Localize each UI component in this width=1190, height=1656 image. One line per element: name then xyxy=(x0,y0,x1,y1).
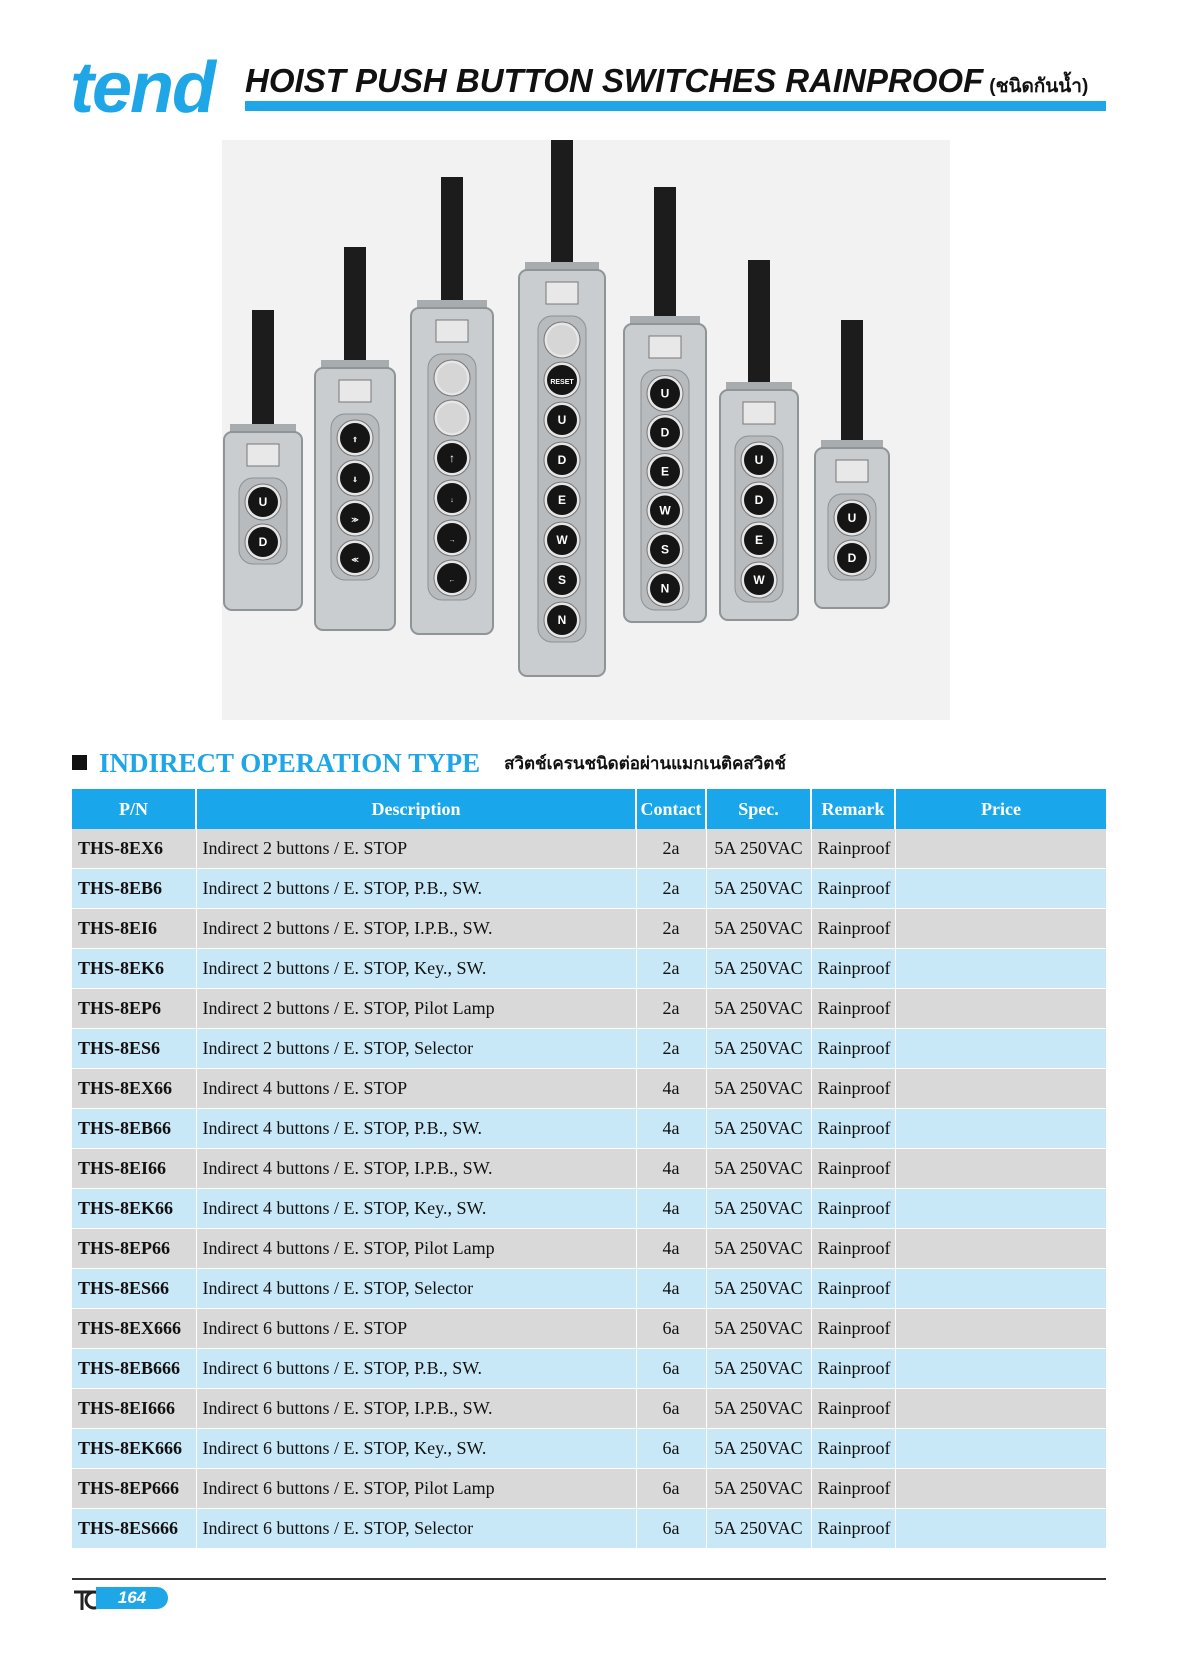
cell-remark: Rainproof xyxy=(811,1389,895,1429)
button-label: N xyxy=(557,613,567,627)
cell-spec: 5A 250VAC xyxy=(706,829,811,869)
button-label: RESET xyxy=(550,379,574,386)
cell-contact: 4a xyxy=(636,1109,706,1149)
col-header-spec: Spec. xyxy=(706,789,811,829)
pendant-cable xyxy=(252,310,274,442)
cell-spec: 5A 250VAC xyxy=(706,1269,811,1309)
cell-pn: THS-8ES6 xyxy=(72,1029,196,1069)
col-header-pn: P/N xyxy=(72,789,196,829)
cell-contact: 6a xyxy=(636,1429,706,1469)
cell-price xyxy=(895,1229,1106,1269)
cell-contact: 4a xyxy=(636,1229,706,1269)
pendant-cable xyxy=(841,320,863,458)
cell-description: Indirect 4 buttons / E. STOP, P.B., SW. xyxy=(196,1109,636,1149)
button-label: ↓ xyxy=(450,497,454,504)
cell-spec: 5A 250VAC xyxy=(706,1509,811,1549)
button-label: S xyxy=(557,573,567,587)
table-row xyxy=(72,989,1106,1029)
cell-description: Indirect 6 buttons / E. STOP, I.P.B., SW. xyxy=(196,1389,636,1429)
table-header-row xyxy=(72,789,1106,829)
cell-contact: 4a xyxy=(636,1149,706,1189)
pilot-lamp-icon xyxy=(437,403,467,433)
cell-remark: Rainproof xyxy=(811,829,895,869)
cell-spec: 5A 250VAC xyxy=(706,1069,811,1109)
title-underline xyxy=(245,101,1106,111)
section-subtitle: สวิตช์เครนชนิดต่อผ่านแมกเนติคสวิตช์ xyxy=(504,754,786,774)
cell-description: Indirect 2 buttons / E. STOP, P.B., SW. xyxy=(196,869,636,909)
table-row xyxy=(72,829,1106,869)
cell-pn: THS-8EP6 xyxy=(72,989,196,1029)
button-label: D xyxy=(847,551,857,565)
product-photo xyxy=(222,140,950,720)
cell-remark: Rainproof xyxy=(811,869,895,909)
cell-description: Indirect 2 buttons / E. STOP, I.P.B., SW. xyxy=(196,909,636,949)
button-label: ⇓ xyxy=(352,477,358,484)
col-header-contact: Contact xyxy=(636,789,706,829)
cell-remark: Rainproof xyxy=(811,1349,895,1389)
pilot-lamp-icon xyxy=(547,325,577,355)
cell-spec: 5A 250VAC xyxy=(706,1109,811,1149)
col-header-remark: Remark xyxy=(811,789,895,829)
cell-price xyxy=(895,1389,1106,1429)
cell-description: Indirect 2 buttons / E. STOP, Selector xyxy=(196,1029,636,1069)
button-label: ↑ xyxy=(449,451,455,465)
cell-price xyxy=(895,1029,1106,1069)
cell-price xyxy=(895,1469,1106,1509)
section-heading xyxy=(72,748,786,779)
cell-price xyxy=(895,1149,1106,1189)
col-header-description: Description xyxy=(196,789,636,829)
button-label: D xyxy=(754,493,764,507)
pendant-label-plate xyxy=(836,460,868,482)
parts-table xyxy=(72,789,1107,1549)
cell-pn: THS-8EI666 xyxy=(72,1389,196,1429)
cell-remark: Rainproof xyxy=(811,1509,895,1549)
pendant-label-plate xyxy=(339,380,371,402)
cell-pn: THS-8EK666 xyxy=(72,1429,196,1469)
cell-price xyxy=(895,1109,1106,1149)
cell-description: Indirect 6 buttons / E. STOP, P.B., SW. xyxy=(196,1349,636,1389)
button-label: ≫ xyxy=(351,517,359,524)
table-row xyxy=(72,1149,1106,1189)
cell-spec: 5A 250VAC xyxy=(706,1149,811,1189)
cell-spec: 5A 250VAC xyxy=(706,909,811,949)
page-title-thai: (ชนิดกันน้ำ) xyxy=(989,76,1089,97)
button-label: E xyxy=(557,493,567,507)
cell-remark: Rainproof xyxy=(811,1469,895,1509)
table-row xyxy=(72,1109,1106,1149)
button-label: E xyxy=(754,533,764,547)
brand-logo: tend xyxy=(70,48,214,128)
cell-pn: THS-8EI6 xyxy=(72,909,196,949)
button-label: U xyxy=(258,495,268,509)
cell-remark: Rainproof xyxy=(811,1029,895,1069)
button-label: D xyxy=(258,535,268,549)
cell-remark: Rainproof xyxy=(811,1429,895,1469)
cell-remark: Rainproof xyxy=(811,1189,895,1229)
cell-pn: THS-8EX66 xyxy=(72,1069,196,1109)
cell-description: Indirect 4 buttons / E. STOP, Selector xyxy=(196,1269,636,1309)
button-label: S xyxy=(660,542,670,557)
table-row xyxy=(72,909,1106,949)
cell-spec: 5A 250VAC xyxy=(706,1029,811,1069)
section-title: INDIRECT OPERATION TYPE xyxy=(99,748,481,778)
cell-description: Indirect 2 buttons / E. STOP, Pilot Lamp xyxy=(196,989,636,1029)
cell-remark: Rainproof xyxy=(811,909,895,949)
cell-contact: 2a xyxy=(636,909,706,949)
cell-pn: THS-8EI66 xyxy=(72,1149,196,1189)
cell-pn: THS-8ES66 xyxy=(72,1269,196,1309)
table-row xyxy=(72,1389,1106,1429)
cell-remark: Rainproof xyxy=(811,1109,895,1149)
table-row xyxy=(72,949,1106,989)
cell-remark: Rainproof xyxy=(811,989,895,1029)
cell-contact: 2a xyxy=(636,869,706,909)
pendant-cable xyxy=(654,187,676,334)
cell-spec: 5A 250VAC xyxy=(706,1189,811,1229)
button-label: D xyxy=(660,425,670,440)
table-row xyxy=(72,1229,1106,1269)
button-label: W xyxy=(556,533,568,547)
cell-remark: Rainproof xyxy=(811,1149,895,1189)
cell-remark: Rainproof xyxy=(811,1309,895,1349)
cell-pn: THS-8ES666 xyxy=(72,1509,196,1549)
cell-contact: 2a xyxy=(636,1029,706,1069)
cell-price xyxy=(895,909,1106,949)
cell-contact: 4a xyxy=(636,1189,706,1229)
pendant-label-plate xyxy=(247,444,279,466)
cell-contact: 2a xyxy=(636,989,706,1029)
page-number: 164 xyxy=(96,1587,168,1609)
pendant-label-plate xyxy=(649,336,681,358)
cell-price xyxy=(895,949,1106,989)
cell-description: Indirect 2 buttons / E. STOP xyxy=(196,829,636,869)
cell-spec: 5A 250VAC xyxy=(706,949,811,989)
cell-contact: 6a xyxy=(636,1389,706,1429)
cell-description: Indirect 2 buttons / E. STOP, Key., SW. xyxy=(196,949,636,989)
button-label: N xyxy=(660,581,670,596)
footer-rule xyxy=(72,1578,1106,1580)
cell-pn: THS-8EP666 xyxy=(72,1469,196,1509)
cell-contact: 4a xyxy=(636,1069,706,1109)
cell-contact: 4a xyxy=(636,1269,706,1309)
pilot-lamp-icon xyxy=(437,363,467,393)
button-label: ← xyxy=(448,577,456,584)
pendant-label-plate xyxy=(546,282,578,304)
cell-contact: 6a xyxy=(636,1469,706,1509)
cell-price xyxy=(895,1269,1106,1309)
button-label: U xyxy=(847,511,857,525)
table-row xyxy=(72,869,1106,909)
table-row xyxy=(72,1069,1106,1109)
cell-price xyxy=(895,1509,1106,1549)
cell-remark: Rainproof xyxy=(811,1069,895,1109)
cell-spec: 5A 250VAC xyxy=(706,1309,811,1349)
cell-price xyxy=(895,989,1106,1029)
cell-remark: Rainproof xyxy=(811,1269,895,1309)
cell-price xyxy=(895,1189,1106,1229)
pendant-label-plate xyxy=(743,402,775,424)
page-title-text: HOIST PUSH BUTTON SWITCHES RAINPROOF xyxy=(245,62,984,99)
button-label: → xyxy=(448,537,456,544)
cell-pn: THS-8EP66 xyxy=(72,1229,196,1269)
bullet-square-icon xyxy=(72,755,87,770)
cell-spec: 5A 250VAC xyxy=(706,1229,811,1269)
cell-price xyxy=(895,1309,1106,1349)
cell-pn: THS-8EB66 xyxy=(72,1109,196,1149)
cell-remark: Rainproof xyxy=(811,949,895,989)
col-header-price: Price xyxy=(895,789,1106,829)
cell-spec: 5A 250VAC xyxy=(706,989,811,1029)
cell-spec: 5A 250VAC xyxy=(706,1429,811,1469)
cell-price xyxy=(895,1429,1106,1469)
cell-description: Indirect 4 buttons / E. STOP, Pilot Lamp xyxy=(196,1229,636,1269)
table-row xyxy=(72,1509,1106,1549)
cell-pn: THS-8EB666 xyxy=(72,1349,196,1389)
cell-price xyxy=(895,1349,1106,1389)
button-label: ⇑ xyxy=(352,437,358,444)
cell-remark: Rainproof xyxy=(811,1229,895,1269)
cell-pn: THS-8EK6 xyxy=(72,949,196,989)
cell-contact: 6a xyxy=(636,1349,706,1389)
cell-price xyxy=(895,1069,1106,1109)
cell-description: Indirect 6 buttons / E. STOP xyxy=(196,1309,636,1349)
button-label: ≪ xyxy=(351,557,359,564)
cell-description: Indirect 6 buttons / E. STOP, Key., SW. xyxy=(196,1429,636,1469)
pendant-cable xyxy=(551,140,573,280)
cell-pn: THS-8EK66 xyxy=(72,1189,196,1229)
table-row xyxy=(72,1269,1106,1309)
page-title xyxy=(245,64,1088,97)
table-row xyxy=(72,1429,1106,1469)
pendant-cable xyxy=(344,247,366,378)
pendant-cable xyxy=(748,260,770,400)
button-label: U xyxy=(557,413,567,427)
cell-contact: 2a xyxy=(636,829,706,869)
table-row xyxy=(72,1029,1106,1069)
cell-spec: 5A 250VAC xyxy=(706,869,811,909)
cell-price xyxy=(895,829,1106,869)
button-label: D xyxy=(557,453,567,467)
cell-pn: THS-8EX666 xyxy=(72,1309,196,1349)
button-label: E xyxy=(660,464,670,479)
cell-pn: THS-8EX6 xyxy=(72,829,196,869)
button-label: U xyxy=(754,453,764,467)
cell-spec: 5A 250VAC xyxy=(706,1349,811,1389)
cell-price xyxy=(895,869,1106,909)
button-label: W xyxy=(753,573,765,587)
pendant-label-plate xyxy=(436,320,468,342)
cell-description: Indirect 4 buttons / E. STOP, Key., SW. xyxy=(196,1189,636,1229)
table-row xyxy=(72,1189,1106,1229)
table-row xyxy=(72,1309,1106,1349)
table-row xyxy=(72,1349,1106,1389)
pendant-cable xyxy=(441,177,463,318)
cell-description: Indirect 6 buttons / E. STOP, Selector xyxy=(196,1509,636,1549)
table-row xyxy=(72,1469,1106,1509)
cell-spec: 5A 250VAC xyxy=(706,1389,811,1429)
cell-description: Indirect 6 buttons / E. STOP, Pilot Lamp xyxy=(196,1469,636,1509)
cell-description: Indirect 4 buttons / E. STOP, I.P.B., SW. xyxy=(196,1149,636,1189)
cell-contact: 6a xyxy=(636,1309,706,1349)
cell-contact: 2a xyxy=(636,949,706,989)
cell-description: Indirect 4 buttons / E. STOP xyxy=(196,1069,636,1109)
cell-contact: 6a xyxy=(636,1509,706,1549)
cell-pn: THS-8EB6 xyxy=(72,869,196,909)
button-label: W xyxy=(659,503,671,518)
button-label: U xyxy=(660,386,670,401)
cell-spec: 5A 250VAC xyxy=(706,1469,811,1509)
